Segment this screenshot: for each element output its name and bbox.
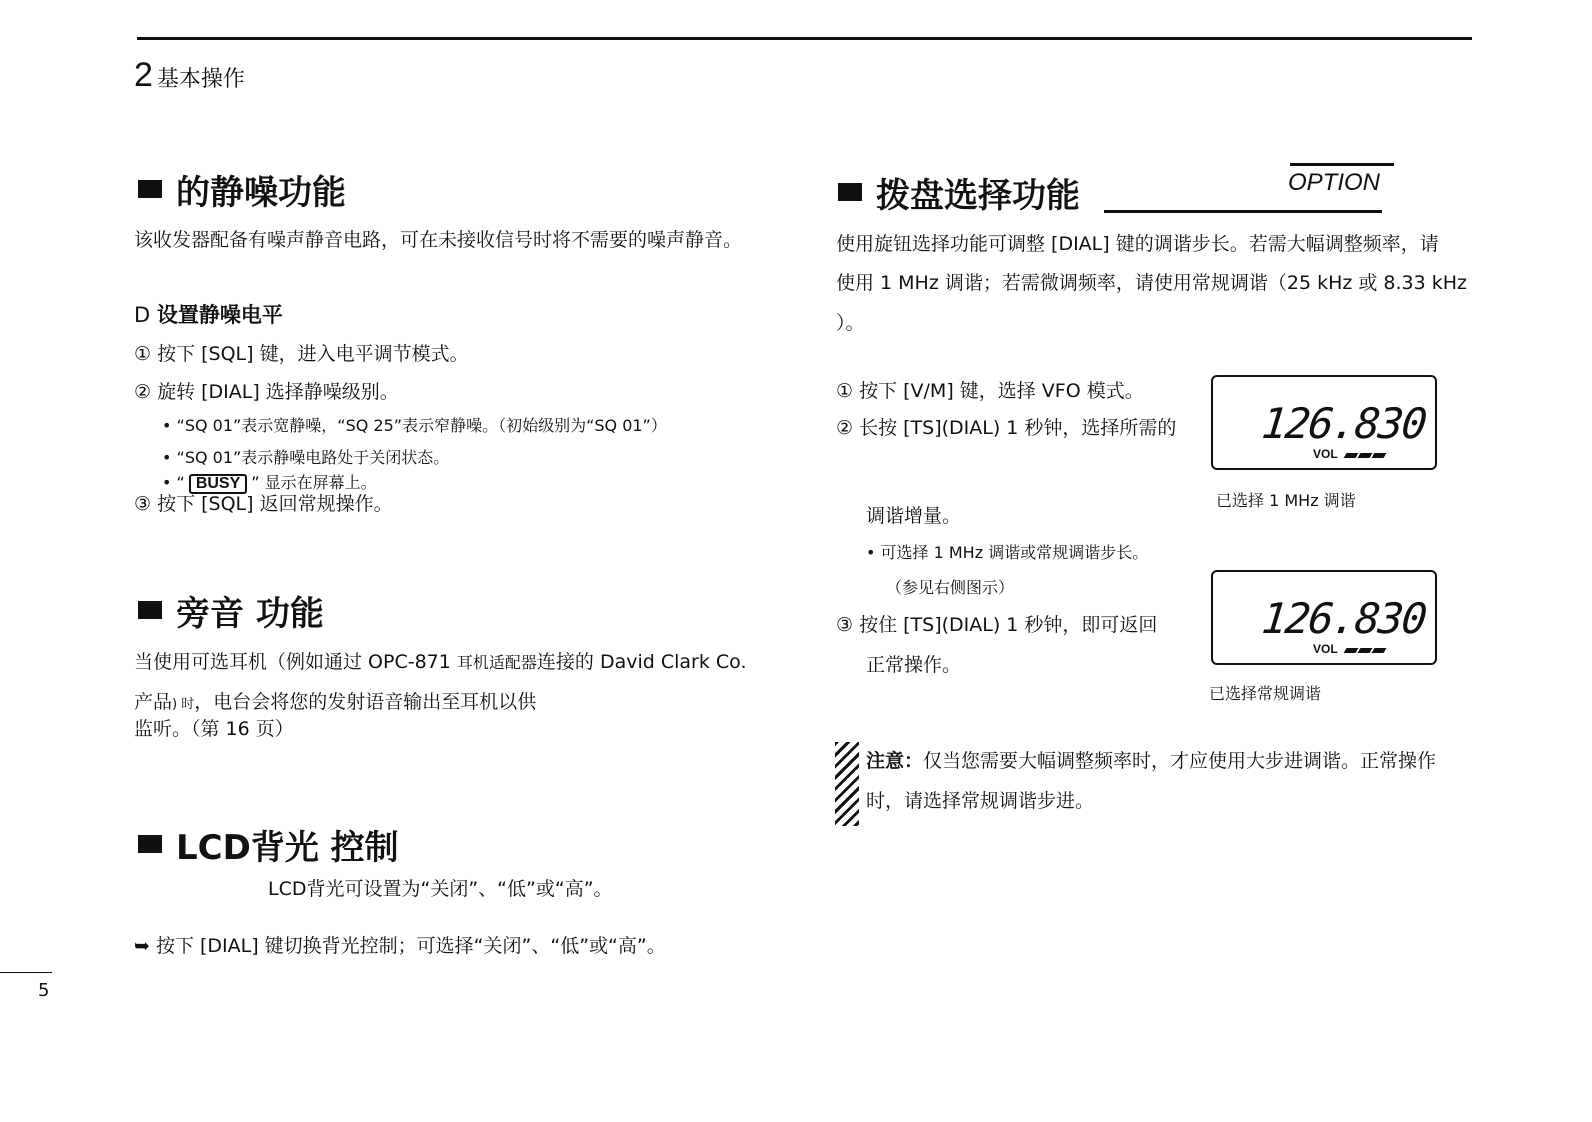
squelch-step-1: ① 按下 [SQL] 键，进入电平调节模式。	[134, 343, 469, 365]
dial-step-2-cont: 调谐增量。	[866, 505, 962, 527]
section-bullet-icon	[138, 180, 162, 198]
lcd-backlight-heading: LCD背光 控制	[138, 828, 399, 868]
page-number-rule	[0, 972, 52, 973]
note-label: 注意：	[866, 750, 924, 772]
lcd-frequency: 126.830	[1259, 594, 1428, 643]
squelch-subheading: D 设置静噪电平	[134, 303, 283, 327]
dial-bullet-2: （参见右侧图示）	[886, 578, 1015, 597]
note-line-1: 注意：仅当您需要大幅调整频率时，才应使用大步进调谐。正常操作	[866, 750, 1437, 772]
lcd-caption-1mhz: 已选择 1 MHz 调谐	[1216, 491, 1356, 510]
lcd-backlight-intro: LCD背光可设置为“关闭”、“低”或“高”。	[268, 878, 613, 900]
dial-step-3: ③ 按住 [TS](DIAL) 1 秒钟，即可返回	[836, 614, 1158, 636]
section-bullet-icon	[138, 601, 162, 619]
lcd-display-1mhz	[1211, 375, 1437, 470]
squelch-intro: 该收发器配备有噪声静音电路，可在未接收信号时将不需要的噪声静音。	[134, 229, 743, 251]
dial-bullet-1: • 可选择 1 MHz 调谐或常规调谐步长。	[866, 543, 1149, 562]
chapter-header	[134, 56, 245, 95]
section-bullet-icon	[838, 183, 862, 201]
lcd-vol-label: VOL	[1313, 642, 1338, 656]
option-overline	[1290, 163, 1394, 166]
squelch-bullet-2: • “SQ 01”表示静噪电路处于关闭状态。	[162, 448, 450, 467]
dial-intro-1: 使用旋钮选择功能可调整 [DIAL] 键的调谐步长。若需大幅调整频率，请	[836, 233, 1439, 255]
note-line-2: 时，请选择常规调谐步进。	[866, 790, 1095, 812]
squelch-bullet-3: • “ BUSY ” 显示在屏幕上。	[162, 473, 377, 492]
squelch-bullet-1: • “SQ 01”表示宽静噪，“SQ 25”表示窄静噪。（初始级别为“SQ 01”）	[162, 416, 667, 435]
sidetone-heading: 旁音 功能	[138, 594, 324, 634]
option-badge: OPTION	[1288, 169, 1381, 196]
lcd-caption-normal: 已选择常规调谐	[1209, 684, 1322, 703]
note-hatch-icon	[835, 742, 859, 826]
dial-step-2: ② 长按 [TS](DIAL) 1 秒钟，选择所需的	[836, 417, 1177, 439]
dial-select-heading: 拨盘选择功能	[838, 176, 1080, 216]
chapter-number: 2	[134, 56, 153, 94]
page-number: 5	[38, 980, 50, 1001]
dial-intro-2: 使用 1 MHz 调谐；若需微调频率，请使用常规调谐（25 kHz 或 8.33 kHz	[836, 272, 1468, 294]
squelch-step-2: ② 旋转 [DIAL] 选择静噪级别。	[134, 381, 399, 403]
sidetone-line-2: 产品) 时，电台会将您的发射语音输出至耳机以供	[134, 691, 537, 713]
volume-bars-icon	[1344, 648, 1389, 653]
squelch-step-3: ③ 按下 [SQL] 返回常规操作。	[134, 493, 393, 515]
squelch-heading: 的静噪功能	[138, 173, 346, 213]
lcd-frequency: 126.830	[1259, 399, 1428, 448]
sidetone-line-1: 当使用可选耳机（例如通过 OPC-871 耳机适配器连接的 David Clark Co.	[134, 651, 747, 673]
dial-step-1: ① 按下 [V/M] 键，选择 VFO 模式。	[836, 380, 1144, 402]
heading-underline	[1104, 210, 1382, 213]
chapter-title: 基本操作	[156, 67, 245, 92]
dial-intro-3: ）。	[836, 312, 865, 334]
sidetone-line-3: 监听。（第 16 页）	[134, 718, 294, 740]
busy-indicator: BUSY	[189, 474, 247, 494]
lcd-vol-label: VOL	[1313, 447, 1338, 461]
volume-bars-icon	[1344, 453, 1389, 458]
dial-step-3-cont: 正常操作。	[866, 654, 962, 676]
lcd-backlight-instruction: ➥ 按下 [DIAL] 键切换背光控制；可选择“关闭”、“低”或“高”。	[134, 935, 666, 957]
header-rule	[137, 37, 1472, 40]
lcd-display-normal	[1211, 570, 1437, 665]
section-bullet-icon	[138, 835, 162, 853]
